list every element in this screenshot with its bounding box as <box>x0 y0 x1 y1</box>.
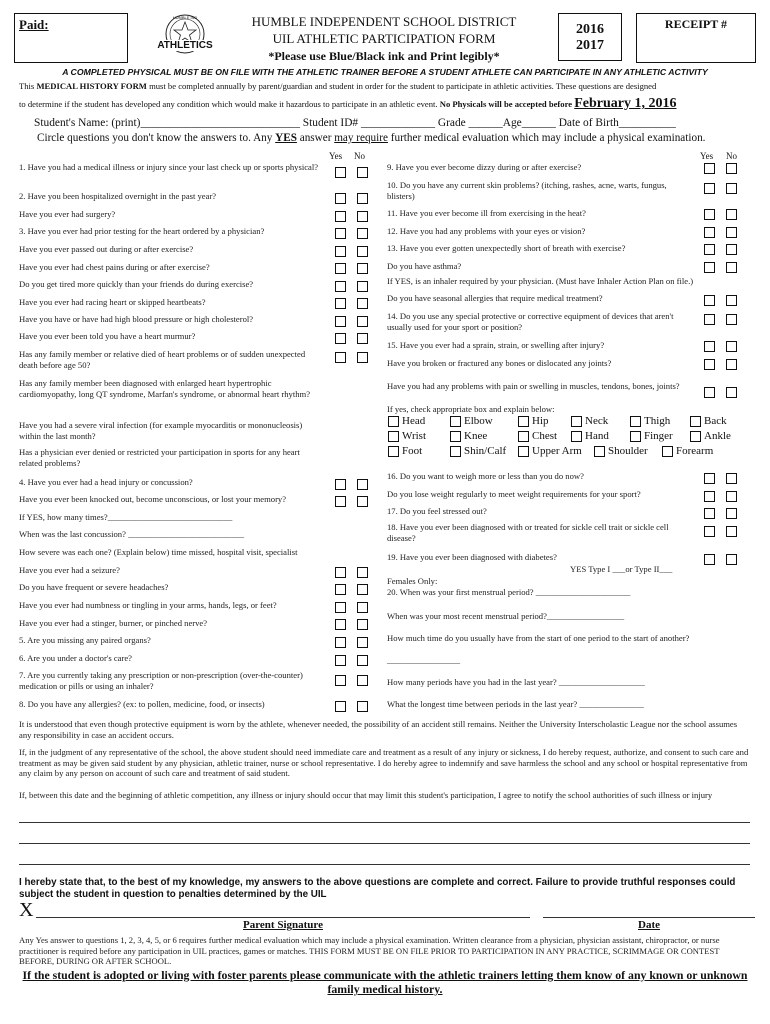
no-checkbox[interactable] <box>726 163 737 174</box>
right-question: Do you have asthma? <box>387 261 462 271</box>
bp-chest[interactable] <box>518 430 557 442</box>
no-checkbox[interactable] <box>357 352 368 363</box>
right-no-header: No <box>726 151 737 161</box>
yes-checkbox[interactable] <box>704 473 715 484</box>
checkbox-pair <box>704 226 744 238</box>
checkbox-pair <box>335 227 375 239</box>
district-title: HUMBLE INDEPENDENT SCHOOL DISTRICT <box>251 14 517 29</box>
checkbox-pair <box>704 313 744 325</box>
thigh-checkbox[interactable] <box>630 416 641 427</box>
intro-form-name: MEDICAL HISTORY FORM <box>36 81 147 91</box>
right-question: 14. Do you use any special protective or corrective equipment of devices that aren't usually used for your sport or position? <box>387 311 674 332</box>
bp-forearm[interactable] <box>662 445 713 457</box>
left-yes-header: Yes <box>329 151 343 161</box>
back-checkbox[interactable] <box>690 416 701 427</box>
yes-checkbox[interactable] <box>704 227 715 238</box>
no-checkbox[interactable] <box>726 508 737 519</box>
bp-label: Wrist <box>402 430 426 442</box>
right-question: 13. Have you ever gotten unexpectedly short of breath with exercise? <box>387 243 626 253</box>
yes-checkbox[interactable] <box>704 508 715 519</box>
bp-upper-arm[interactable] <box>518 445 582 457</box>
checkbox-pair <box>335 601 375 613</box>
checkbox-pair <box>704 294 744 306</box>
checkbox-pair <box>335 315 375 327</box>
consent-paragraph: If, in the judgment of any representative of the school, the above student should need immediate care and treatment as a result of any injury or sickness, I do hereby request, authorize, and consent to such care and treatment as may be given said student by any physician, athletic trainer, nurse or school representative. I do hereby agree to indemnify and save harmless the school and any school or hospital representative from any claim by any person on account of such care and treatment of said student. <box>19 747 749 778</box>
right-question: 9. Have you ever become dizzy during or after exercise? <box>387 162 582 172</box>
checkbox-pair <box>704 472 744 484</box>
bp-label: Head <box>402 415 426 427</box>
period-interval-field[interactable]: _________________ <box>387 655 461 665</box>
bp-thigh[interactable] <box>630 415 670 427</box>
elbow-checkbox[interactable] <box>450 416 461 427</box>
chest-checkbox[interactable] <box>518 431 529 442</box>
checkbox-pair <box>335 636 375 648</box>
checkbox-pair <box>704 525 744 537</box>
yes-checkbox[interactable] <box>335 584 346 595</box>
left-question: Has any family member or relative died of heart problems or of sudden unexpected death before age 50? <box>19 349 306 370</box>
longest-interval-field[interactable]: What the longest time between periods in the last year? _______________ <box>387 699 644 709</box>
bp-label: Knee <box>464 430 488 442</box>
checkbox-pair <box>704 162 744 174</box>
no-checkbox[interactable] <box>357 602 368 613</box>
wrist-checkbox[interactable] <box>388 431 399 442</box>
year-start: 2016 <box>576 22 604 37</box>
right-question: Do you have seasonal allergies that require medical treatment? <box>387 293 603 303</box>
left-question: 1. Have you had a medical illness or injury since your last check up or sports physical? <box>19 162 319 172</box>
checkbox-pair <box>335 192 375 204</box>
checkbox-pair <box>335 674 375 686</box>
left-question: 7. Are you currently taking any prescription or non-prescription (over-the-counter) medication or pills or using an inhaler? <box>19 670 303 691</box>
left-question: 4. Have you ever had a head injury or concussion? <box>19 477 193 487</box>
yes-checkbox[interactable] <box>704 526 715 537</box>
checkbox-pair <box>335 566 375 578</box>
yes-checkbox[interactable] <box>335 701 346 712</box>
foot-checkbox[interactable] <box>388 446 399 457</box>
yes-checkbox[interactable] <box>335 167 346 178</box>
bp-hip[interactable] <box>518 415 549 427</box>
bp-label: Thigh <box>644 415 671 427</box>
right-question: If YES, is an inhaler required by your physician. (Must have Inhaler Action Plan on file.) <box>387 276 694 286</box>
shoulder-checkbox[interactable] <box>594 446 605 457</box>
checkbox-pair <box>704 340 744 352</box>
diabetes-type-field[interactable]: YES Type I ___or Type II___ <box>570 564 673 574</box>
no-checkbox[interactable] <box>357 479 368 490</box>
checkbox-pair <box>335 351 375 363</box>
no-checkbox[interactable] <box>726 262 737 273</box>
yes-checkbox[interactable] <box>704 491 715 502</box>
checkbox-pair <box>335 478 375 490</box>
bp-label: Ankle <box>704 430 731 442</box>
right-question: 10. Do you have any current skin problems? (itching, rashes, acne, warts, fungus, blisters) <box>387 180 667 201</box>
physical-notice: A COMPLETED PHYSICAL MUST BE ON FILE WITH THE ATHLETIC TRAINER BEFORE A STUDENT ATHLETE CAN PARTICIPATE IN ANY ATHLETIC ACTIVITY <box>62 67 708 77</box>
hand-checkbox[interactable] <box>571 431 582 442</box>
no-checkbox[interactable] <box>357 263 368 274</box>
paid-label: Paid: <box>19 17 49 32</box>
foster-note: If the student is adopted or living with foster parents please communicate with the athletic trainers letting them know of any known or unknown family medical history. <box>22 968 748 996</box>
left-question: Have you ever had racing heart or skipped heartbeats? <box>19 297 206 307</box>
no-checkbox[interactable] <box>357 246 368 257</box>
athletics-logo <box>154 14 216 58</box>
left-question: Have you ever passed out during or after exercise? <box>19 244 194 254</box>
left-question: 3. Have you ever had prior testing for the heart ordered by a physician? <box>19 226 265 236</box>
right-question: 19. Have you ever been diagnosed with diabetes? <box>387 552 557 562</box>
no-checkbox[interactable] <box>357 567 368 578</box>
left-question: Have you ever been knocked out, become unconscious, or lost your memory? <box>19 494 287 504</box>
periods-count-field[interactable]: How many periods have you had in the last year? ____________________ <box>387 677 645 687</box>
yes-checkbox[interactable] <box>335 263 346 274</box>
right-question: 12. Have you had any problems with your eyes or vision? <box>387 226 586 236</box>
bp-back[interactable] <box>690 415 727 427</box>
no-checkbox[interactable] <box>357 193 368 204</box>
ink-instruction: *Please use Blue/Black ink and Print legibly* <box>268 49 500 63</box>
paid-box[interactable] <box>14 13 128 63</box>
no-checkbox[interactable] <box>357 298 368 309</box>
shin-calf-checkbox[interactable] <box>450 446 461 457</box>
explain-line[interactable] <box>19 822 750 823</box>
no-checkbox[interactable] <box>357 333 368 344</box>
bp-label: Finger <box>644 430 673 442</box>
yes-checkbox[interactable] <box>704 183 715 194</box>
hip-checkbox[interactable] <box>518 416 529 427</box>
no-checkbox[interactable] <box>726 359 737 370</box>
bp-finger[interactable] <box>630 430 673 442</box>
bp-label: Hand <box>585 430 609 442</box>
notify-paragraph: If, between this date and the beginning of athletic competition, any illness or injury should occur that may limit this student's participation, I agree to notify the school authorities of such illness or injury <box>19 790 713 800</box>
yes-checkbox[interactable] <box>335 496 346 507</box>
bp-neck[interactable] <box>571 415 608 427</box>
left-question: Have you ever had chest pains during or after exercise? <box>19 262 210 272</box>
yes-checkbox[interactable] <box>335 479 346 490</box>
yes-checkbox[interactable] <box>704 295 715 306</box>
yes-checkbox[interactable] <box>335 352 346 363</box>
no-checkbox[interactable] <box>357 211 368 222</box>
checkbox-pair <box>704 507 744 519</box>
right-question: 11. Have you ever become ill from exercising in the heat? <box>387 208 586 218</box>
checkbox-pair <box>704 208 744 220</box>
date-label: Date <box>638 919 660 931</box>
no-checkbox[interactable] <box>726 526 737 537</box>
last-concussion-field[interactable]: When was the last concussion? ___________________________ <box>19 529 245 539</box>
no-physicals-text: No Physicals will be accepted before <box>439 99 575 109</box>
no-checkbox[interactable] <box>357 655 368 666</box>
right-question: How much time do you usually have from the start of one period to the start of another? <box>387 633 690 643</box>
checkbox-pair <box>704 182 744 194</box>
left-question: Do you have frequent or severe headaches? <box>19 582 169 592</box>
left-no-header: No <box>354 151 365 161</box>
checkbox-pair <box>704 386 744 398</box>
no-checkbox[interactable] <box>726 209 737 220</box>
yes-checkbox[interactable] <box>335 211 346 222</box>
year-box <box>558 13 622 61</box>
checkbox-pair <box>335 583 375 595</box>
parent-signature-line[interactable] <box>36 917 530 918</box>
no-checkbox[interactable] <box>726 244 737 255</box>
intro-line-1 <box>19 81 759 91</box>
left-question: Have you ever had numbness or tingling in your arms, hands, legs, or feet? <box>19 600 277 610</box>
no-checkbox[interactable] <box>357 167 368 178</box>
receipt-box[interactable] <box>636 13 756 63</box>
no-checkbox[interactable] <box>726 341 737 352</box>
student-info-line[interactable]: Student's Name: (print)____________________________ Student ID# _____________ Grade ______Age______ Date of Birth__________ <box>34 117 676 129</box>
left-question: Have you ever had a seizure? <box>19 565 120 575</box>
no-checkbox[interactable] <box>726 227 737 238</box>
explain-line[interactable] <box>19 843 750 844</box>
checkbox-pair <box>704 358 744 370</box>
left-question: Have you ever had a stinger, burner, or pinched nerve? <box>19 618 208 628</box>
bp-label: Neck <box>585 415 609 427</box>
bp-foot[interactable] <box>388 445 422 457</box>
checkbox-pair <box>335 297 375 309</box>
right-question: Females Only: <box>387 576 438 586</box>
bp-shin-calf[interactable] <box>450 445 506 457</box>
yes-checkbox[interactable] <box>335 567 346 578</box>
bp-label: Foot <box>402 445 423 457</box>
checkbox-pair <box>335 210 375 222</box>
left-question: Have you ever been told you have a heart murmur? <box>19 331 196 341</box>
no-checkbox[interactable] <box>357 675 368 686</box>
yes-checkbox[interactable] <box>335 193 346 204</box>
yes-checkbox[interactable] <box>704 163 715 174</box>
right-question: Have you had any problems with pain or swelling in muscles, tendons, bones, joints? <box>387 381 680 391</box>
yes-checkbox[interactable] <box>335 281 346 292</box>
receipt-label: RECEIPT # <box>664 17 728 31</box>
intro-line-2 <box>19 96 759 112</box>
no-checkbox[interactable] <box>357 637 368 648</box>
checkbox-pair <box>704 261 744 273</box>
recent-period-field[interactable]: When was your most recent menstrual period?__________________ <box>387 611 625 621</box>
evaluation-note: Any Yes answer to questions 1, 2, 3, 4, 5, or 6 requires further medical evaluation which may include a physical examination. Written clearance from a physician, physician assistant, chiropractor, or nurse practitioner is required before any participation in UIL practices, games or matches. THIS FORM MUST BE ON FILE PRIOR TO PARTICIPATION IN ANY PRACTICE, SCRIMMAGE OR CONTEST BEFORE, DURING OR AFTER SCHOOL. <box>19 935 720 966</box>
logo-top-text: HUMBLE ISD <box>172 15 198 20</box>
bp-shoulder[interactable] <box>594 445 648 457</box>
checkbox-pair <box>335 332 375 344</box>
bp-label: Shoulder <box>608 445 648 457</box>
year-end: 2017 <box>576 38 604 53</box>
left-question: 2. Have you been hospitalized overnight in the past year? <box>19 191 217 201</box>
no-checkbox[interactable] <box>357 228 368 239</box>
yes-checkbox[interactable] <box>704 262 715 273</box>
circle-may-require: may require <box>334 132 388 144</box>
no-checkbox[interactable] <box>726 183 737 194</box>
left-question: 6. Are you under a doctor's care? <box>19 653 132 663</box>
bp-label: Hip <box>532 415 549 427</box>
forearm-checkbox[interactable] <box>662 446 673 457</box>
bp-label: Forearm <box>676 445 714 457</box>
yes-checkbox[interactable] <box>704 359 715 370</box>
date-line[interactable] <box>543 917 755 918</box>
left-question: Have you ever had surgery? <box>19 209 116 219</box>
bp-label: Elbow <box>464 415 493 427</box>
left-question: Has any family member been diagnosed with enlarged heart hypertrophic cardiomyopathy, long QT syndrome, Marfan's syndrome, or abnormal heart rhythm? <box>19 378 311 399</box>
bp-knee[interactable] <box>450 430 487 442</box>
left-question: 8. Do you have any allergies? (ex: to pollen, medicine, food, or insects) <box>19 699 265 709</box>
explain-line[interactable] <box>19 864 750 865</box>
bp-label: Upper Arm <box>532 445 582 457</box>
circle-text-b: answer <box>296 132 335 144</box>
parent-signature-label: Parent Signature <box>243 919 323 931</box>
right-question: 16. Do you want to weigh more or less than you do now? <box>387 471 584 481</box>
no-checkbox[interactable] <box>726 473 737 484</box>
no-checkbox[interactable] <box>357 701 368 712</box>
right-question: If yes, check appropriate box and explain below: <box>387 404 555 414</box>
left-question: How severe was each one? (Explain below) time missed, hospital visit, specialist <box>19 547 298 557</box>
yes-checkbox[interactable] <box>335 333 346 344</box>
right-question: 18. Have you ever been diagnosed with or treated for sickle cell trait or sickle cell disease? <box>387 522 669 543</box>
yes-checkbox[interactable] <box>335 228 346 239</box>
checkbox-pair <box>704 490 744 502</box>
yes-checkbox[interactable] <box>335 637 346 648</box>
yes-checkbox[interactable] <box>335 298 346 309</box>
knee-checkbox[interactable] <box>450 431 461 442</box>
checkbox-pair <box>335 495 375 507</box>
checkbox-pair <box>335 166 375 178</box>
first-period-field[interactable]: 20. When was your first menstrual period? ______________________ <box>387 587 631 597</box>
neck-checkbox[interactable] <box>571 416 582 427</box>
liability-paragraph: It is understood that even though protective equipment is worn by the athlete, whenever needed, the possibility of an accident still remains. Neither the University Interscholastic League nor the school assumes any responsibility in case an accident occurs. <box>19 719 738 740</box>
checkbox-pair <box>335 280 375 292</box>
intro-line2-text: to determine if the student has developed any condition which would make it hazardous to participate in an athletic event. <box>19 99 440 109</box>
head-checkbox[interactable] <box>388 416 399 427</box>
yes-checkbox[interactable] <box>335 246 346 257</box>
no-checkbox[interactable] <box>357 316 368 327</box>
right-question: 15. Have you ever had a sprain, strain, or swelling after injury? <box>387 340 605 350</box>
yes-checkbox[interactable] <box>704 341 715 352</box>
checkbox-pair <box>335 262 375 274</box>
checkbox-pair <box>335 618 375 630</box>
intro-this: This <box>19 81 37 91</box>
checkbox-pair <box>335 245 375 257</box>
no-checkbox[interactable] <box>726 491 737 502</box>
checkbox-pair <box>335 654 375 666</box>
no-checkbox[interactable] <box>357 619 368 630</box>
no-checkbox[interactable] <box>726 295 737 306</box>
yes-checkbox[interactable] <box>335 655 346 666</box>
checkbox-pair <box>704 243 744 255</box>
yes-checkbox[interactable] <box>704 244 715 255</box>
circle-text-a: Circle questions you don't know the answers to. Any <box>37 132 276 144</box>
ankle-checkbox[interactable] <box>690 431 701 442</box>
yes-checkbox[interactable] <box>335 316 346 327</box>
yes-checkbox[interactable] <box>704 209 715 220</box>
bp-label: Chest <box>532 430 558 442</box>
yes-checkbox[interactable] <box>335 602 346 613</box>
yes-checkbox[interactable] <box>704 314 715 325</box>
no-checkbox[interactable] <box>357 281 368 292</box>
finger-checkbox[interactable] <box>630 431 641 442</box>
cutoff-date: February 1, 2016 <box>574 96 677 111</box>
right-yes-header: Yes <box>700 151 714 161</box>
bp-head[interactable] <box>388 415 425 427</box>
intro-line1-rest: must be completed annually by parent/guardian and student in order for the student to participate in athletic activities. These questions are designed <box>146 81 657 91</box>
checkbox-pair <box>335 700 375 712</box>
form-title: UIL ATHLETIC PARTICIPATION FORM <box>272 31 496 46</box>
circle-instruction <box>37 132 705 144</box>
bp-label: Back <box>704 415 727 427</box>
bp-ankle[interactable] <box>690 430 731 442</box>
left-question: 5. Are you missing any paired organs? <box>19 635 151 645</box>
concussion-count-field[interactable]: If YES, how many times?_____________________________ <box>19 512 233 522</box>
right-question: 17. Do you feel stressed out? <box>387 506 487 516</box>
yes-checkbox[interactable] <box>704 387 715 398</box>
yes-checkbox[interactable] <box>335 619 346 630</box>
upper-arm-checkbox[interactable] <box>518 446 529 457</box>
yes-checkbox[interactable] <box>335 675 346 686</box>
no-checkbox[interactable] <box>726 314 737 325</box>
bp-elbow[interactable] <box>450 415 493 427</box>
circle-yes: YES <box>275 132 297 144</box>
bp-wrist[interactable] <box>388 430 426 442</box>
no-checkbox[interactable] <box>726 387 737 398</box>
no-checkbox[interactable] <box>357 496 368 507</box>
logo-main-text: ATHLETICS <box>154 40 216 51</box>
left-question: Have you have or have had high blood pressure or high cholesterol? <box>19 314 254 324</box>
circle-text-c: further medical evaluation which may include a physical examination. <box>387 132 706 144</box>
truthful-statement: I hereby state that, to the best of my knowledge, my answers to the above questions are complete and correct. Failure to provide truthful responses could subject the student in question to penalties determined by the UIL <box>19 877 736 900</box>
left-question: Has a physician ever denied or restricted your participation in sports for any heart related problems? <box>19 447 300 468</box>
signature-x: X <box>19 899 34 921</box>
no-checkbox[interactable] <box>357 584 368 595</box>
left-question: Have you had a severe viral infection (for example myocarditis or mononucleosis) within the last month? <box>19 420 303 441</box>
right-question: Do you lose weight regularly to meet weight requirements for your sport? <box>387 489 641 499</box>
star-emblem-icon <box>154 14 216 58</box>
left-question: Do you get tired more quickly than your friends do during exercise? <box>19 279 254 289</box>
right-question: Have you broken or fractured any bones or dislocated any joints? <box>387 358 612 368</box>
bp-hand[interactable] <box>571 430 609 442</box>
bp-label: Shin/Calf <box>464 445 507 457</box>
